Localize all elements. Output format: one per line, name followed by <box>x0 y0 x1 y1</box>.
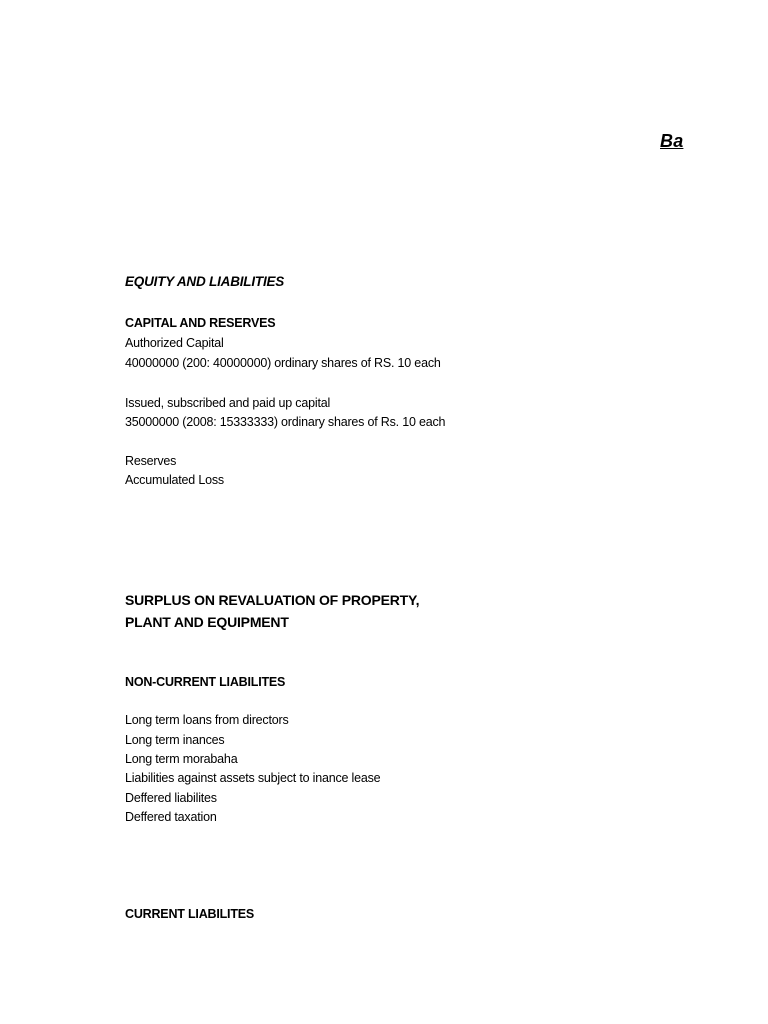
authorized-capital-detail: 40000000 (200: 40000000) ordinary shares of RS. 10 each <box>125 356 441 370</box>
current-liabilities-heading: CURRENT LIABILITES <box>125 907 255 921</box>
list-item: Deffered taxation <box>125 810 217 824</box>
surplus-heading-line2: PLANT AND EQUIPMENT <box>125 614 289 630</box>
issued-capital-detail: 35000000 (2008: 15333333) ordinary shares of Rs. 10 each <box>125 415 446 429</box>
surplus-heading-line1: SURPLUS ON REVALUATION OF PROPERTY, <box>125 592 420 608</box>
non-current-liabilities-heading: NON-CURRENT LIABILITES <box>125 675 286 689</box>
accumulated-loss-label: Accumulated Loss <box>125 473 224 487</box>
authorized-capital-label: Authorized Capital <box>125 336 224 350</box>
issued-capital-label: Issued, subscribed and paid up capital <box>125 396 331 410</box>
equity-liabilities-heading: EQUITY AND LIABILITIES <box>125 274 285 289</box>
list-item: Long term morabaha <box>125 752 238 766</box>
capital-reserves-heading: CAPITAL AND RESERVES <box>125 316 276 330</box>
list-item: Long term inances <box>125 733 225 747</box>
list-item: Liabilities against assets subject to inance lease <box>125 771 381 785</box>
page-corner-title: Ba <box>660 131 684 151</box>
list-item: Deffered liabilites <box>125 791 217 805</box>
reserves-label: Reserves <box>125 454 177 468</box>
list-item: Long term loans from directors <box>125 713 289 727</box>
